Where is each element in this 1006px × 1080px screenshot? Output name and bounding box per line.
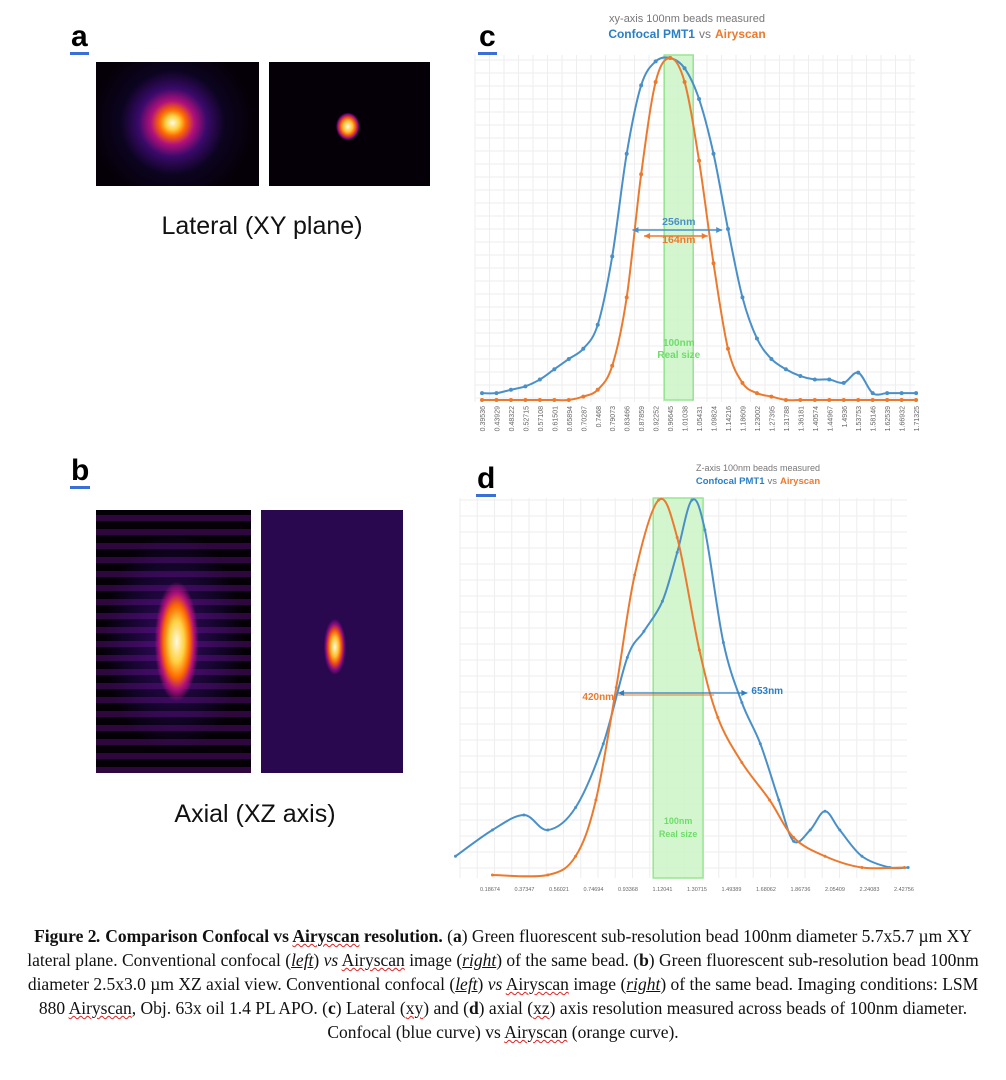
data-point [726, 347, 730, 351]
x-tick-label: 0.56021 [549, 887, 569, 893]
data-point [625, 295, 629, 299]
caption-segment: vs [487, 974, 503, 994]
data-point [596, 323, 600, 327]
x-tick-label: 1.71325 [914, 406, 922, 432]
chart-c-subtitle [608, 27, 765, 41]
data-point [610, 254, 614, 258]
data-point [523, 384, 527, 388]
x-tick-label: 0.96645 [668, 406, 676, 432]
caption-segment: c [328, 998, 336, 1018]
data-point [769, 357, 773, 361]
x-tick-label: 1.58146 [870, 406, 878, 432]
x-tick-label: 1.23002 [754, 406, 762, 432]
legend-airyscan: Airyscan [714, 27, 766, 41]
data-point [625, 152, 629, 156]
caption-segment: right [462, 950, 497, 970]
data-point [454, 855, 457, 858]
data-point [759, 742, 762, 745]
data-point [523, 398, 527, 402]
axial-label: Axial (XZ axis) [174, 800, 336, 828]
data-point [813, 398, 817, 402]
data-point [769, 395, 773, 399]
x-tick-label: 1.12041 [652, 887, 673, 893]
x-tick-label: 1.18609 [740, 406, 748, 432]
x-tick-label: 0.79073 [610, 406, 618, 432]
caption-segment: vs [323, 950, 339, 970]
data-point [903, 866, 906, 869]
data-point [654, 59, 658, 63]
data-point [860, 855, 863, 858]
data-point [509, 388, 513, 392]
data-point [907, 866, 910, 869]
data-point [491, 829, 494, 832]
x-tick-label: 0.52715 [523, 406, 531, 432]
data-point [546, 874, 549, 877]
data-point [703, 529, 706, 532]
x-tick-label: 1.09824 [711, 406, 719, 432]
data-point [823, 810, 826, 813]
x-tick-label: 1.05431 [697, 406, 705, 432]
data-point [813, 377, 817, 381]
x-tick-label: 0.7468 [595, 406, 603, 428]
caption-segment: xz [533, 998, 550, 1018]
data-point [581, 395, 585, 399]
data-point [552, 398, 556, 402]
data-point [798, 398, 802, 402]
band-label: 100nm [663, 816, 693, 826]
data-point [581, 347, 585, 351]
x-tick-label: 1.66932 [899, 406, 907, 432]
data-point [683, 66, 687, 70]
lateral-label: Lateral (XY plane) [161, 212, 363, 240]
x-tick-label: 1.49389 [721, 887, 742, 893]
legend-confocal: Confocal PMT1 [695, 476, 765, 487]
caption-segment: ) of the same bead. Imaging conditions: LSM 880 [38, 974, 979, 1018]
x-tick-label: 1.44967 [827, 406, 835, 432]
x-tick-label: 0.93368 [618, 887, 638, 893]
data-point [668, 56, 672, 60]
x-tick-label: 0.92252 [653, 406, 661, 432]
caption-segment: ) axis resolution measured across beads of 100nm diameter. Confocal (blue curve) vs [327, 998, 968, 1042]
x-tick-label: 1.53753 [856, 406, 864, 432]
airyscan-xz-image [261, 510, 403, 773]
data-point [716, 716, 719, 719]
x-tick-label: 0.65894 [566, 406, 574, 432]
band-label: Real size [657, 350, 701, 361]
x-tick-label: 1.30715 [687, 887, 707, 893]
data-point [792, 840, 795, 843]
data-point [784, 367, 788, 371]
data-point [676, 551, 679, 554]
x-tick-label: 0.39536 [480, 406, 487, 432]
fwhm-label: 164nm [662, 234, 696, 246]
data-point [712, 152, 716, 156]
data-point [768, 799, 771, 802]
x-tick-label: 1.27395 [769, 406, 777, 432]
chart-c-title: xy-axis 100nm beads measured [609, 13, 765, 25]
chart-c-lateral [475, 0, 922, 440]
x-tick-label: 1.4936 [841, 406, 849, 428]
x-tick-label: 0.37347 [514, 887, 535, 893]
caption-segment: image ( [568, 974, 627, 994]
caption-segment: ) [477, 974, 488, 994]
x-tick-label: 2.24083 [859, 887, 880, 893]
band-label: 100nm [662, 338, 695, 349]
data-point [522, 814, 525, 817]
legend-airyscan: Airyscan [779, 476, 821, 487]
caption-segment: ) axial ( [478, 998, 534, 1018]
caption-segment: ) [313, 950, 324, 970]
x-tick-label: 2.05409 [825, 887, 845, 893]
caption-segment: Airyscan [292, 926, 360, 946]
data-point [480, 398, 484, 402]
data-point [885, 398, 889, 402]
data-point [538, 377, 542, 381]
chart-d-subtitle [696, 476, 820, 487]
panel-a-letter: a [71, 20, 88, 53]
data-point [602, 742, 605, 745]
x-tick-label: 0.83466 [624, 406, 632, 432]
caption-segment: xy [405, 998, 424, 1018]
x-tick-label: 1.31788 [783, 406, 791, 432]
caption-segment: d [468, 998, 479, 1018]
data-point [914, 391, 918, 395]
data-point [885, 391, 889, 395]
caption-segment: resolution. [359, 926, 443, 946]
x-tick-label: 1.40574 [812, 406, 820, 432]
data-point [574, 806, 577, 809]
data-point [842, 381, 846, 385]
data-point [610, 364, 614, 368]
caption-segment: Comparison Confocal vs [105, 926, 293, 946]
band-label: Real size [658, 829, 698, 839]
x-tick-label: 0.48322 [508, 406, 516, 432]
caption-segment: left [455, 974, 478, 994]
x-tick-label: 1.86736 [790, 887, 811, 893]
x-tick-label: 0.43929 [494, 406, 502, 432]
confocal-xy-image [96, 62, 259, 186]
data-point [792, 836, 795, 839]
data-point [661, 600, 664, 603]
data-point [552, 367, 556, 371]
caption-segment: Figure 2 [34, 926, 97, 946]
legend-vs: vs [767, 476, 777, 487]
data-point [838, 829, 841, 832]
data-point [740, 701, 743, 704]
data-point [633, 574, 636, 577]
data-point [755, 391, 759, 395]
airyscan-xy-image [269, 62, 430, 186]
data-point [615, 686, 618, 689]
caption-segment: ) Green fluorescent sub-resolution bead 100nm diameter 5.7x5.7 µm XY lateral plane. Conventional confocal ( [27, 926, 972, 970]
data-point [900, 398, 904, 402]
caption-segment: (orange curve). [567, 1022, 679, 1042]
data-point [914, 398, 918, 402]
data-point [626, 656, 629, 659]
x-tick-label: 0.57108 [537, 406, 545, 432]
x-tick-label: 1.01038 [682, 406, 690, 432]
data-point [740, 295, 744, 299]
data-point [642, 630, 645, 633]
data-point [494, 398, 498, 402]
data-point [856, 398, 860, 402]
data-point [856, 371, 860, 375]
data-point [827, 398, 831, 402]
caption-segment: b [639, 950, 649, 970]
data-point [654, 80, 658, 84]
x-tick-label: 0.70287 [581, 406, 589, 432]
caption-segment: Airyscan [504, 1022, 568, 1042]
x-tick-label: 0.61501 [552, 406, 560, 432]
data-point [683, 80, 687, 84]
data-point [712, 261, 716, 265]
caption-segment: . [96, 926, 106, 946]
data-point [900, 391, 904, 395]
caption-segment: Airyscan [68, 998, 132, 1018]
legend-confocal: Confocal PMT1 [608, 27, 695, 41]
caption-segment: Airyscan [505, 974, 569, 994]
x-tick-label: 0.74694 [583, 887, 604, 893]
data-point [860, 866, 863, 869]
panel-c-letter: c [479, 20, 496, 53]
data-point [480, 391, 484, 395]
caption-segment: ) and ( [423, 998, 469, 1018]
data-point [871, 391, 875, 395]
data-point [639, 172, 643, 176]
caption-segment: right [626, 974, 661, 994]
x-tick-label: 1.62539 [885, 406, 893, 432]
data-point [639, 83, 643, 87]
data-point [842, 398, 846, 402]
caption-segment: ) Green fluorescent sub-resolution bead 100nm diameter 2.5x3.0 µm XZ axial view. Conventional confocal ( [27, 950, 979, 994]
data-point [690, 499, 693, 502]
data-point [657, 499, 660, 502]
caption-segment: ) of the same bead. ( [496, 950, 640, 970]
data-point [777, 799, 780, 802]
data-point [546, 829, 549, 832]
data-point [698, 649, 701, 652]
data-point [494, 391, 498, 395]
data-point [491, 874, 494, 877]
confocal-xz-image [96, 510, 251, 773]
panel-d-letter: d [477, 462, 496, 495]
data-point [567, 398, 571, 402]
data-point [726, 227, 730, 231]
data-point [809, 829, 812, 832]
data-point [740, 761, 743, 764]
caption-segment: image ( [404, 950, 463, 970]
caption-segment: , Obj. 63x oil 1.4 PL APO. ( [131, 998, 329, 1018]
caption-segment: ( [442, 926, 453, 946]
data-point [740, 381, 744, 385]
chart-d-title: Z-axis 100nm beads measured [695, 463, 821, 473]
data-point [538, 398, 542, 402]
data-point [827, 377, 831, 381]
data-point [823, 855, 826, 858]
data-point [567, 357, 571, 361]
caption-segment: ) Lateral ( [335, 998, 406, 1018]
data-point [871, 398, 875, 402]
fwhm-label: 420nm [582, 692, 615, 703]
data-point [594, 799, 597, 802]
data-point [784, 398, 788, 402]
fwhm-label: 653nm [751, 686, 784, 697]
data-point [697, 97, 701, 101]
data-point [509, 398, 513, 402]
data-point [722, 641, 725, 644]
data-point [676, 536, 679, 539]
x-tick-label: 0.87859 [639, 406, 647, 432]
data-point [574, 855, 577, 858]
caption-segment: Airyscan [341, 950, 405, 970]
data-point [596, 388, 600, 392]
x-tick-label: 1.68062 [756, 887, 776, 893]
data-point [798, 374, 802, 378]
caption-segment: a [452, 926, 462, 946]
caption-segment: left [291, 950, 314, 970]
x-tick-label: 2.42756 [894, 887, 914, 893]
figure-caption [25, 924, 981, 1044]
x-tick-label: 1.14216 [725, 406, 733, 432]
x-tick-label: 0.18674 [480, 887, 500, 893]
chart-d-axial [455, 450, 914, 900]
data-point [697, 159, 701, 163]
x-tick-label: 1.36181 [798, 406, 806, 432]
fwhm-label: 256nm [662, 216, 696, 228]
panel-b-letter: b [71, 454, 90, 487]
data-point [755, 336, 759, 340]
legend-vs: vs [698, 27, 711, 41]
